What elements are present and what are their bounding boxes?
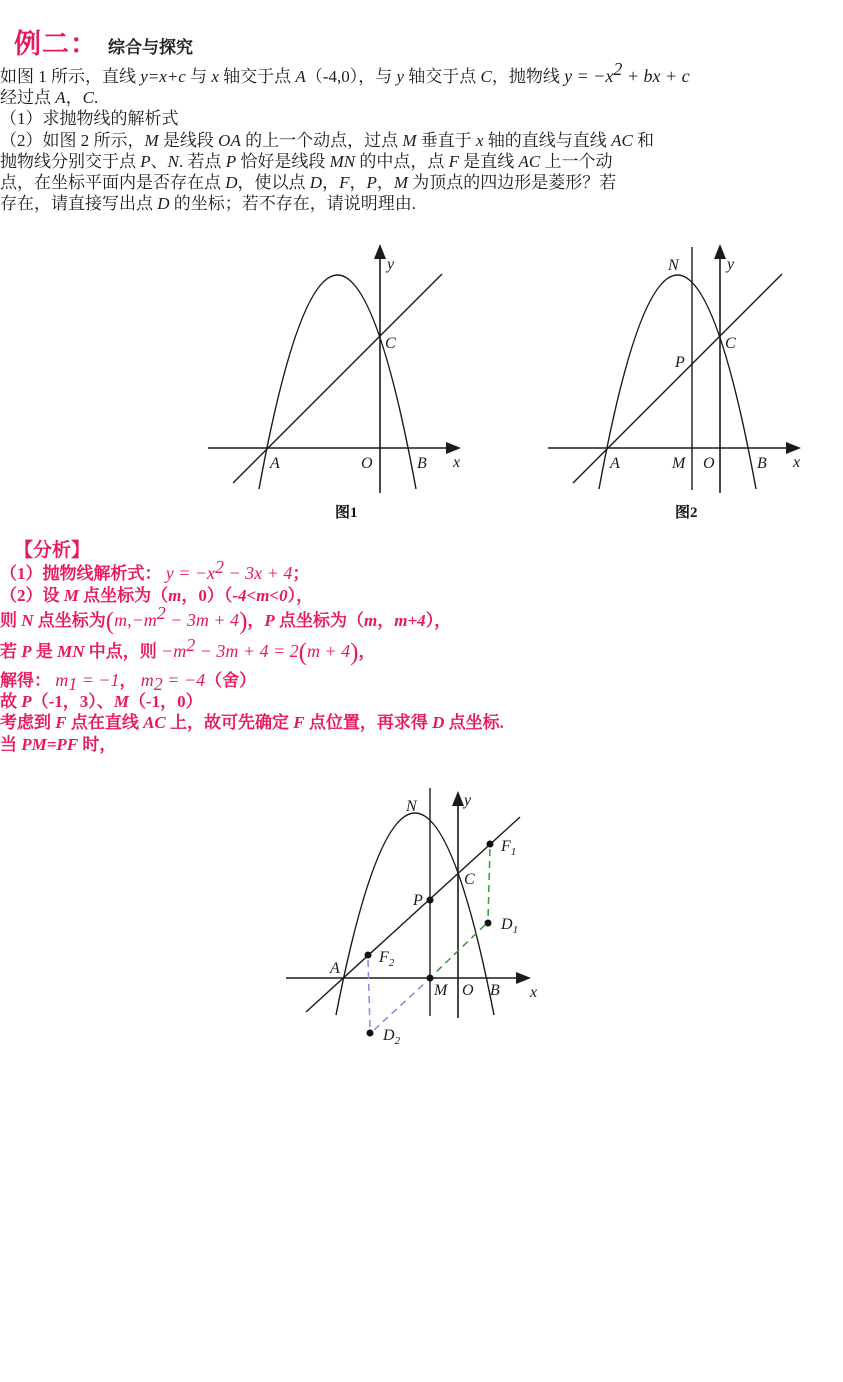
x-axis-label: x: [453, 453, 461, 471]
dashed-segment-d1-m: [434, 925, 485, 974]
point-a-label: A: [610, 454, 620, 472]
problem-part-2-line-2: 抛物线分别交于点 P、N. 若点 P 恰好是线段 MN 的中点，点 F 是直线 AC 上一个动: [0, 151, 613, 171]
point-b-label: B: [417, 454, 427, 472]
point-d1-dot: [485, 919, 492, 926]
point-m-label: M: [672, 454, 686, 472]
y-axis-label: y: [464, 791, 472, 809]
analysis-item-2: （2）设 M 点坐标为（m，0）（-4<m<0），: [0, 585, 314, 605]
origin-label: O: [361, 454, 373, 472]
x-axis-arrow-icon: [516, 972, 531, 984]
example-number-label: 例二：: [14, 29, 98, 59]
line-ac: [233, 274, 442, 483]
y-axis-arrow-icon: [452, 791, 464, 806]
point-b-label: B: [757, 454, 767, 472]
figure-3-canvas: [258, 773, 588, 1065]
analysis-point-values: 故 P（-1，3）、M（-1，0）: [0, 692, 203, 711]
dashed-segment-f2-d2: [368, 960, 370, 1028]
point-f1-label: $F_1$: [501, 837, 517, 858]
point-p-label: P: [675, 353, 685, 371]
point-p-dot: [427, 896, 434, 903]
point-c-label: C: [385, 334, 396, 352]
point-d2-label: $D_2$: [383, 1026, 401, 1047]
dashed-segment-f1-d1: [488, 849, 490, 919]
figure-2-canvas: [520, 235, 840, 525]
analysis-section: [0, 539, 843, 755]
problem-part-1: （1）求抛物线的解析式: [0, 109, 179, 129]
problem-part-2-line-3: 点，在坐标平面内是否存在点 D，使以点 D，F，P，M 为顶点的四边形是菱形？若: [0, 173, 617, 192]
figure-2: [520, 235, 840, 525]
figure-1-caption: 图1: [335, 504, 358, 521]
point-p-label: P: [413, 891, 423, 909]
dashed-segment-d2-m: [374, 982, 426, 1030]
point-f1-dot: [487, 840, 494, 847]
x-axis-arrow-icon: [786, 442, 801, 454]
origin-label: O: [462, 981, 474, 999]
analysis-item-1: （1）抛物线解析式： $y = -x^2 - 3x + 4$；: [0, 556, 310, 584]
point-a-label: A: [330, 959, 340, 977]
point-c-label: C: [464, 870, 475, 888]
figure-2-caption: 图2: [675, 504, 698, 521]
y-axis-arrow-icon: [714, 244, 726, 259]
point-n-label: N: [406, 797, 417, 815]
analysis-midpoint-equation: 若 P 是 MN 中点，则 $-m^2 - 3m + 4 = 2(m + 4)$，: [0, 634, 376, 667]
problem-part-2-line-4: 存在，请直接写出点 D 的坐标；若不存在，请说明理由.: [0, 194, 417, 214]
origin-label: O: [703, 454, 715, 472]
problem-part-2-line-1: （2）如图 2 所示，M 是线段 OA 的上一个动点，过点 M 垂直于 x 轴的直线与直线 AC 和: [0, 130, 655, 150]
point-n-label: N: [668, 256, 679, 274]
analysis-n-coordinates: 则 N 点坐标为$(m,-m^2 - 3m + 4)$，P 点坐标为（m，m+4），: [0, 603, 452, 635]
problem-statement-line-1: 如图 1 所示，直线 y=x+c 与 x 轴交于点 A（-4,0），与 y 轴交于点 C，抛物线 $y = -x^2$ + bx + c: [0, 58, 690, 86]
point-f2-dot: [365, 951, 372, 958]
figure-1: [180, 235, 500, 525]
x-axis-label: x: [793, 453, 801, 471]
point-f2-label: $F_2$: [379, 948, 395, 969]
analysis-solutions: 解得： $m_1 = -1$， $m_2 = -4$（舍）: [0, 669, 257, 694]
analysis-case-pm-pf: 当 PM=PF 时，: [0, 734, 117, 754]
x-axis-arrow-icon: [446, 442, 461, 454]
line-ac: [573, 274, 782, 483]
parabola-curve: [259, 275, 416, 489]
point-b-label: B: [490, 981, 500, 999]
point-m-label: M: [434, 981, 448, 999]
y-axis-label: y: [387, 255, 395, 273]
problem-statement-line-2: 经过点 A，C.: [0, 88, 99, 107]
point-d2-dot: [367, 1029, 374, 1036]
analysis-header: 【分析】: [14, 539, 91, 561]
analysis-consideration: 考虑到 F 点在直线 AC 上，故可先确定 F 点位置，再求得 D 点坐标.: [0, 713, 504, 733]
point-c-label: C: [725, 334, 736, 352]
point-a-label: A: [270, 454, 280, 472]
page-title: [0, 0, 843, 65]
x-axis-label: x: [530, 983, 538, 1001]
y-axis-label: y: [727, 255, 735, 273]
figures-row: [180, 235, 843, 525]
point-m-dot: [427, 974, 434, 981]
example-subtitle: 综合与探究: [108, 38, 193, 57]
figure-3: [258, 773, 843, 1070]
figure-1-canvas: [180, 235, 500, 525]
point-d1-label: $D_1$: [501, 915, 519, 936]
y-axis-arrow-icon: [374, 244, 386, 259]
